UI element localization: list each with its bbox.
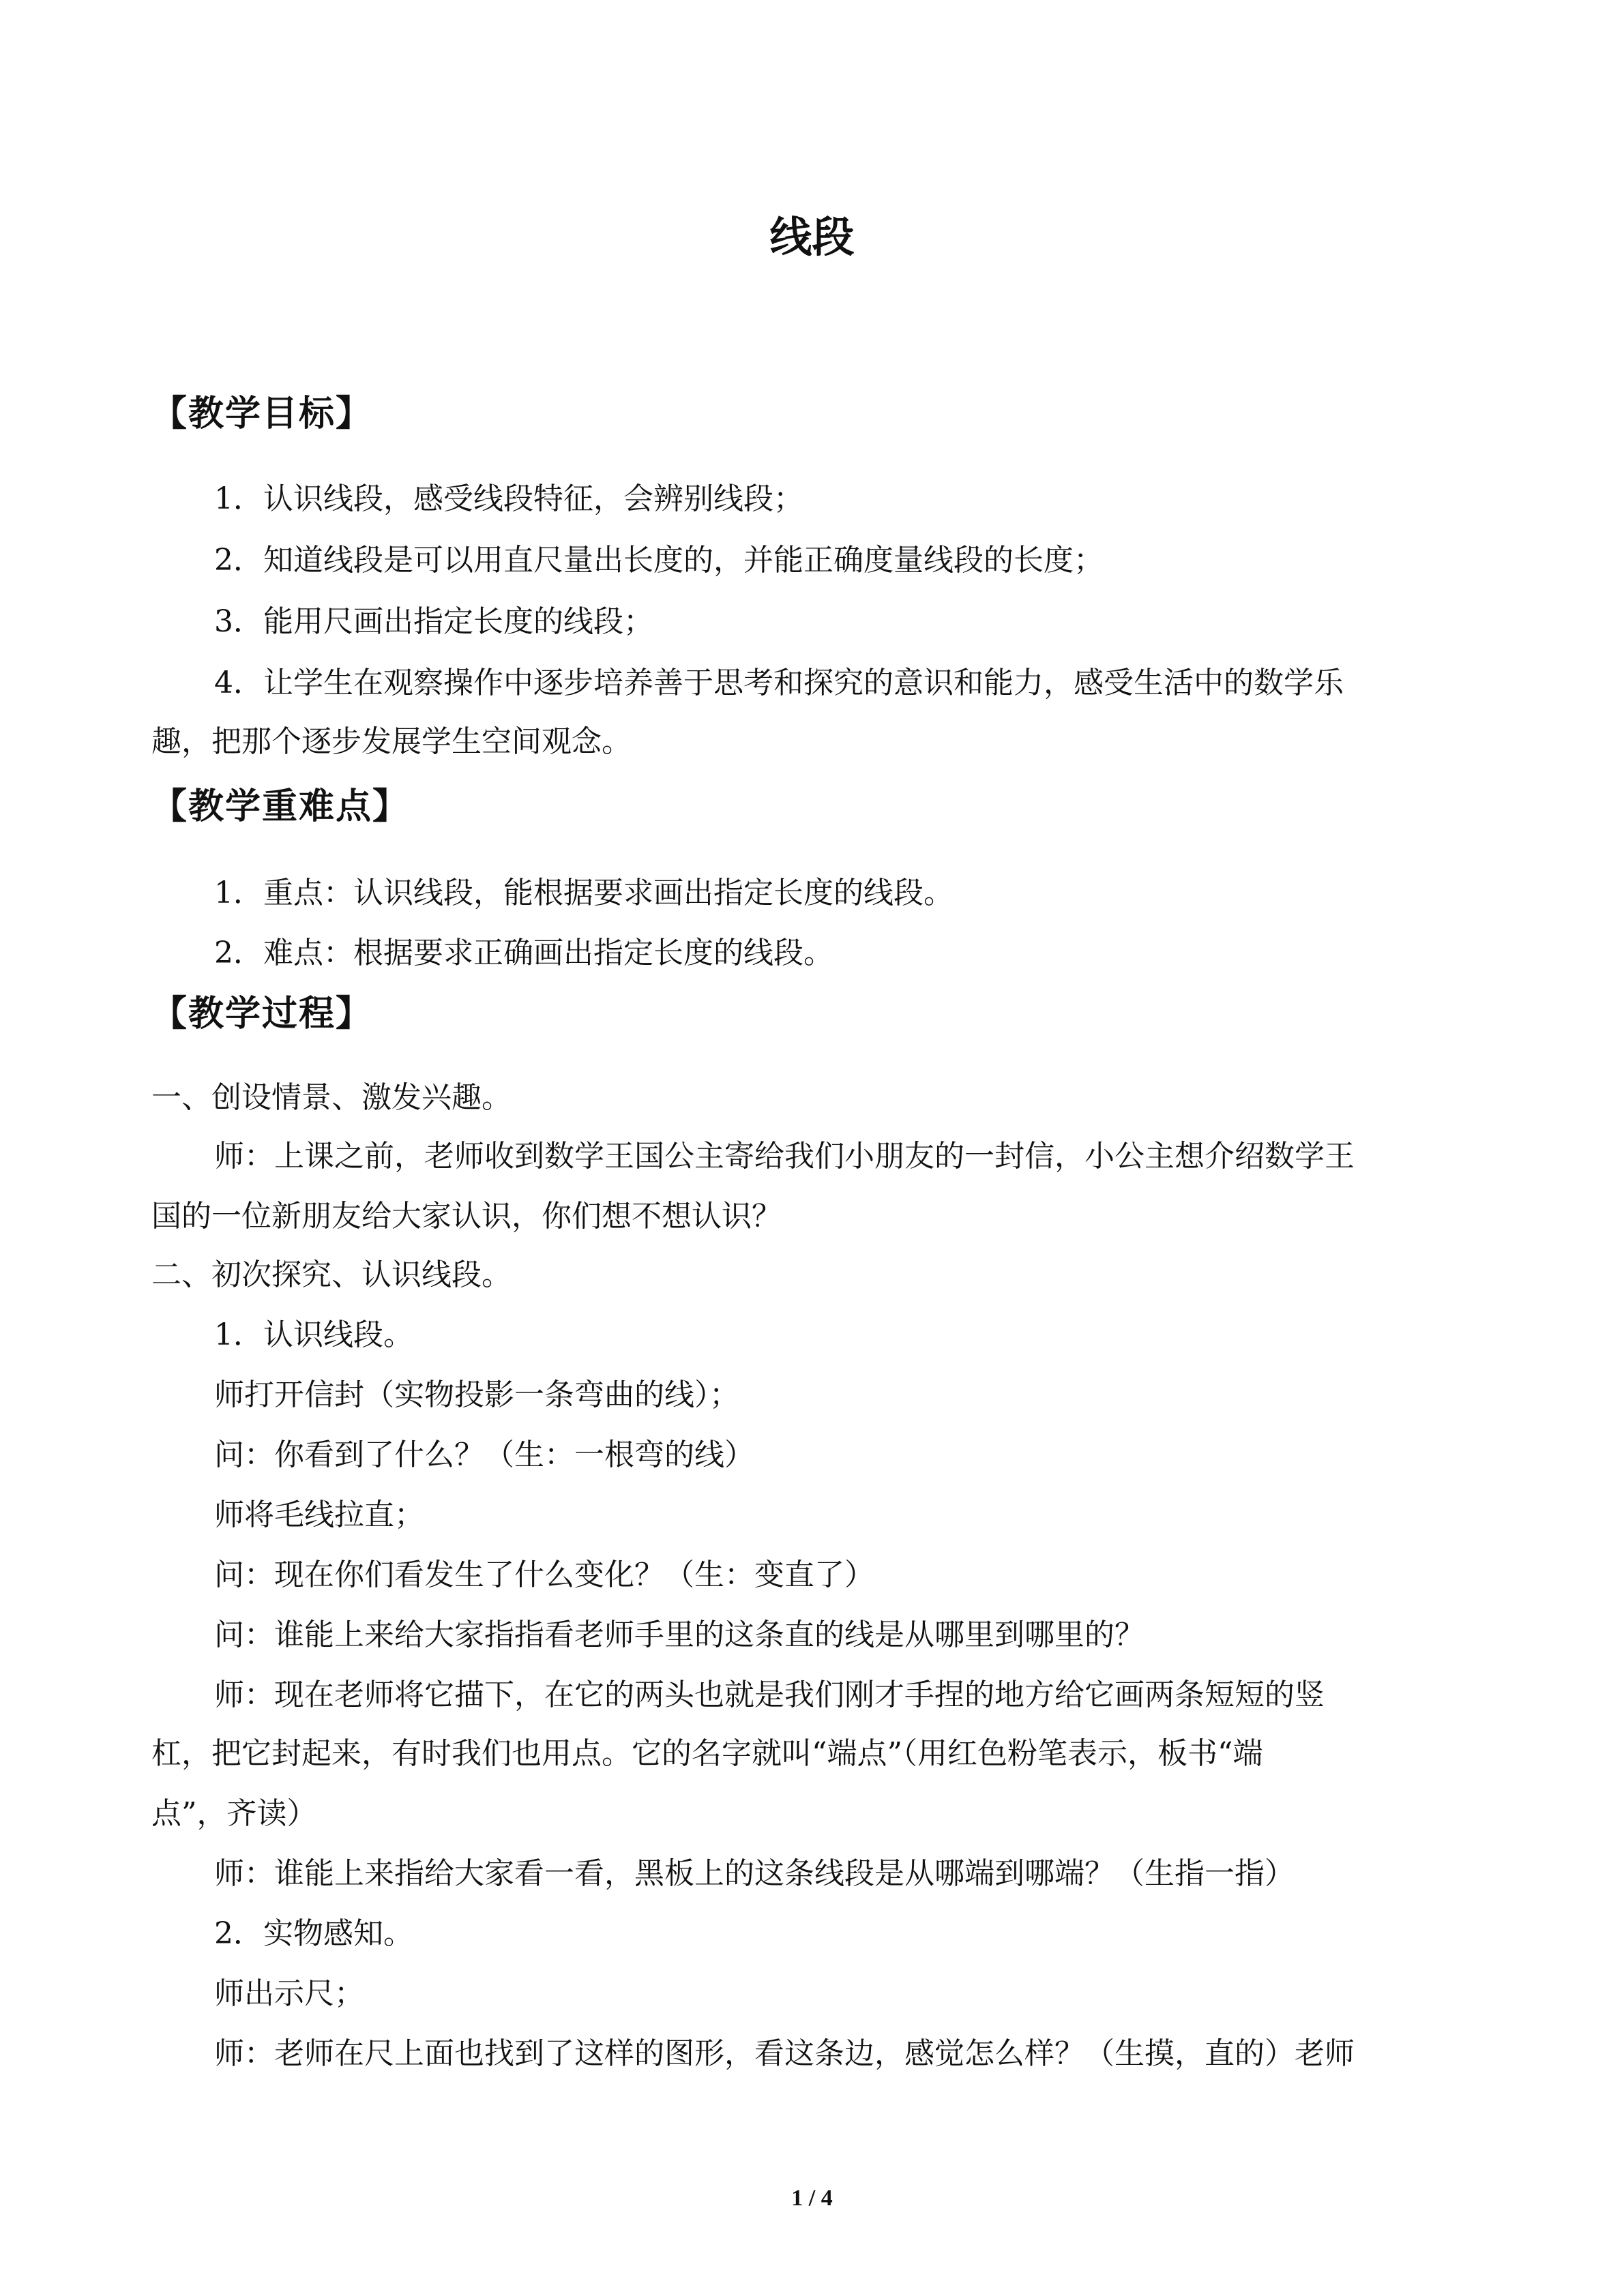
page-number: 1 / 4 bbox=[791, 2186, 833, 2211]
process-line: 问：你看到了什么？（生：一根弯的线） bbox=[214, 1437, 754, 1472]
process-line: 点”，齐读） bbox=[151, 1796, 317, 1831]
objective-item: 4．让学生在观察操作中逐步培养善于思考和探究的意识和能力，感受生活中的数学乐 bbox=[214, 666, 1344, 700]
objective-item: 2．知道线段是可以用直尺量出长度的，并能正确度量线段的长度； bbox=[214, 543, 1104, 578]
process-line: 师打开信封（实物投影一条弯曲的线）； bbox=[214, 1377, 739, 1412]
process-line: 国的一位新朋友给大家认识，你们想不想认识？ bbox=[151, 1199, 782, 1234]
process-line: 1．认识线段。 bbox=[214, 1317, 413, 1352]
process-line: 师：现在老师将它描下，在它的两头也就是我们刚才手捏的地方给它画两条短短的竖 bbox=[214, 1678, 1325, 1712]
process-line: 2．实物感知。 bbox=[214, 1916, 413, 1951]
section-heading-objectives: 【教学目标】 bbox=[151, 393, 373, 434]
process-line: 师：谁能上来指给大家看一看，黑板上的这条线段是从哪端到哪端？（生指一指） bbox=[214, 1856, 1295, 1891]
process-line: 问：现在你们看发生了什么变化？（生：变直了） bbox=[214, 1557, 874, 1592]
process-line: 杠，把它封起来，有时我们也用点。它的名字就叫“端点”（用红色粉笔表示，板书“端 bbox=[151, 1736, 1263, 1771]
process-line: 师将毛线拉直； bbox=[214, 1497, 424, 1532]
page-title: 线段 bbox=[769, 212, 855, 262]
objective-item: 1．认识线段，感受线段特征，会辨别线段； bbox=[214, 481, 803, 516]
objective-item-continuation: 趣，把那个逐步发展学生空间观念。 bbox=[151, 724, 632, 759]
process-line: 一、创设情景、激发兴趣。 bbox=[151, 1080, 512, 1115]
process-line: 二、初次探究、认识线段。 bbox=[151, 1257, 512, 1292]
process-line: 师：老师在尺上面也找到了这样的图形，看这条边，感觉怎么样？（生摸，直的）老师 bbox=[214, 2036, 1355, 2071]
section-heading-process: 【教学过程】 bbox=[151, 994, 373, 1034]
section-heading-keypoints: 【教学重难点】 bbox=[151, 786, 410, 827]
process-line: 问：谁能上来给大家指指看老师手里的这条直的线是从哪里到哪里的？ bbox=[214, 1617, 1145, 1652]
process-line: 师：上课之前，老师收到数学王国公主寄给我们小朋友的一封信，小公主想介绍数学王 bbox=[214, 1139, 1355, 1174]
objective-item: 3．能用尺画出指定长度的线段； bbox=[214, 604, 653, 639]
keypoint-item: 2．难点：根据要求正确画出指定长度的线段。 bbox=[214, 936, 833, 970]
process-line: 师出示尺； bbox=[214, 1976, 364, 2011]
keypoint-item: 1．重点：认识线段，能根据要求画出指定长度的线段。 bbox=[214, 876, 954, 910]
